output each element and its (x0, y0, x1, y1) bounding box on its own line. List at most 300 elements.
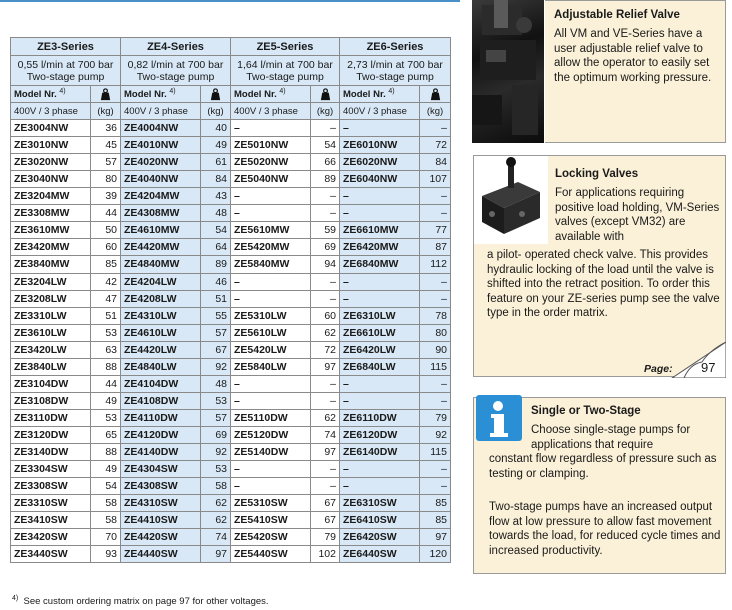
model-number-cell: ZE4140DW (121, 443, 201, 460)
weight-cell: 53 (201, 461, 231, 478)
table-row (11, 137, 451, 154)
model-number-cell: ZE4840MW (121, 256, 201, 273)
model-number-cell: ZE4204LW (121, 273, 201, 290)
single-stage-text-continued: constant flow regardless of pressure such as testing or clamping. (489, 453, 717, 480)
model-column-header (231, 86, 311, 103)
model-column-header (340, 86, 420, 103)
single-stage-text: Choose single-stage pumps for applications that require (531, 424, 691, 451)
model-number-cell: ZE6410SW (340, 512, 420, 529)
model-number-cell: ZE4308SW (121, 478, 201, 495)
weight-cell: – (420, 205, 451, 222)
weight-cell: 43 (201, 188, 231, 205)
weight-cell: – (311, 205, 340, 222)
weight-cell: 62 (311, 324, 340, 341)
model-number-cell: ZE6040NW (340, 171, 420, 188)
model-number-cell: ZE3310LW (11, 307, 91, 324)
table-row (11, 495, 451, 512)
weight-cell: 85 (420, 512, 451, 529)
flow-rate: 0,82 l/min at 700 bar (127, 58, 224, 71)
weight-cell: – (311, 188, 340, 205)
model-number-cell: – (340, 188, 420, 205)
pump-type: Two-stage pump (136, 70, 215, 83)
weight-cell: – (420, 478, 451, 495)
weight-cell: 97 (420, 529, 451, 546)
locking-valve-image (474, 156, 548, 244)
model-number-cell: – (340, 392, 420, 409)
weight-cell: – (420, 273, 451, 290)
weight-cell: 57 (201, 324, 231, 341)
table-row (11, 273, 451, 290)
weight-cell: 55 (201, 307, 231, 324)
relief-valve-image (472, 0, 544, 143)
table-row (11, 443, 451, 460)
locking-valves-text: For applications requiring positive load holding, VM-Series valves (except VM32) are available with (555, 187, 720, 243)
weight-cell: – (311, 375, 340, 392)
weight-cell: 51 (91, 307, 121, 324)
series-header-row (11, 38, 451, 56)
weight-cell: 58 (91, 495, 121, 512)
weight-cell: 66 (311, 154, 340, 171)
model-number-cell: ZE3110DW (11, 409, 91, 426)
weight-cell: 93 (91, 546, 121, 563)
weight-cell: 84 (201, 171, 231, 188)
model-number-cell: ZE4310SW (121, 495, 201, 512)
model-number-cell: – (231, 478, 311, 495)
model-number-cell: – (231, 461, 311, 478)
model-number-cell: ZE3420SW (11, 529, 91, 546)
page-reference-label: Page: (644, 363, 673, 375)
weight-cell: – (420, 375, 451, 392)
table-row (11, 529, 451, 546)
weight-cell: 60 (91, 239, 121, 256)
model-number-cell: ZE4010NW (121, 137, 201, 154)
locking-valve-photo (474, 156, 548, 244)
model-number-cell: ZE5310SW (231, 495, 311, 512)
weight-cell: 49 (201, 137, 231, 154)
weight-cell: 64 (201, 239, 231, 256)
model-number-cell: ZE5420LW (231, 341, 311, 358)
model-header-label: Model Nr. (14, 89, 57, 101)
model-number-cell: ZE6420SW (340, 529, 420, 546)
weight-cell: 102 (311, 546, 340, 563)
model-header-label: Model Nr. (234, 89, 277, 101)
weight-cell: 67 (201, 341, 231, 358)
model-number-cell: ZE6310LW (340, 307, 420, 324)
weight-cell: 84 (420, 154, 451, 171)
model-number-cell: ZE3204MW (11, 188, 91, 205)
weight-cell: 88 (91, 443, 121, 460)
model-number-cell: ZE4204MW (121, 188, 201, 205)
weight-cell: 67 (311, 495, 340, 512)
weight-cell: 40 (201, 120, 231, 137)
top-rule (0, 0, 460, 2)
series-description (121, 56, 231, 86)
weight-cell: 107 (420, 171, 451, 188)
model-number-cell: ZE5420SW (231, 529, 311, 546)
weight-cell: 97 (201, 546, 231, 563)
page-reference-link[interactable]: 97 (701, 360, 716, 375)
weight-cell: 62 (201, 512, 231, 529)
model-number-cell: ZE3840LW (11, 358, 91, 375)
model-number-cell: – (340, 273, 420, 290)
model-number-cell: ZE3140DW (11, 443, 91, 460)
model-number-cell: ZE4610MW (121, 222, 201, 239)
weight-cell: 79 (311, 529, 340, 546)
flow-rate: 2,73 l/min at 700 bar (347, 58, 443, 71)
model-number-cell: ZE3004NW (11, 120, 91, 137)
weight-cell: 42 (91, 273, 121, 290)
model-number-cell: ZE5110DW (231, 409, 311, 426)
model-number-cell: – (231, 392, 311, 409)
locking-valves-text-continued: a pilot- operated check valve. This provides hydraulic locking of the load until the valve is shifted into the retract position. To order this feature on your ZE-series pump see the valve type in the order matrix. (487, 249, 720, 319)
weight-cell: 46 (201, 273, 231, 290)
series-description-row (11, 56, 451, 86)
table-row (11, 205, 451, 222)
model-number-cell: ZE3610MW (11, 222, 91, 239)
model-number-cell: ZE3610LW (11, 324, 91, 341)
weight-cell: 57 (201, 409, 231, 426)
model-column-header (121, 86, 201, 103)
model-number-cell: ZE5310LW (231, 307, 311, 324)
weight-cell: 97 (311, 443, 340, 460)
weight-cell: 48 (201, 375, 231, 392)
two-stage-text: Two-stage pumps have an increased output flow at low pressure to allow fast movement towards the load, for reduced cycle times and increased productivity. (489, 501, 721, 557)
model-number-cell: ZE4420SW (121, 529, 201, 546)
relief-valve-box (545, 0, 726, 143)
table-row (11, 375, 451, 392)
model-number-cell: ZE3440SW (11, 546, 91, 563)
weight-cell: – (311, 392, 340, 409)
model-number-cell: – (231, 120, 311, 137)
voltage-header-row (11, 103, 451, 120)
pump-type: Two-stage pump (26, 70, 105, 83)
voltage-header: 400V / 3 phase (121, 103, 201, 120)
weight-column-header (91, 86, 121, 103)
model-number-cell: ZE4420LW (121, 341, 201, 358)
weight-cell: 54 (91, 478, 121, 495)
weight-column-header (420, 86, 451, 103)
kg-unit-header: (kg) (201, 103, 231, 120)
weight-cell: 77 (420, 222, 451, 239)
weight-cell: – (420, 188, 451, 205)
order-table (10, 37, 451, 563)
table-row (11, 461, 451, 478)
weight-cell: 65 (91, 426, 121, 443)
table-row (11, 512, 451, 529)
table-body (11, 120, 451, 563)
model-number-cell: ZE5840LW (231, 358, 311, 375)
table-row (11, 154, 451, 171)
model-number-cell: ZE4108DW (121, 392, 201, 409)
model-number-cell: – (340, 461, 420, 478)
weight-cell: 69 (311, 239, 340, 256)
weight-cell: – (420, 461, 451, 478)
model-number-cell: ZE4120DW (121, 426, 201, 443)
single-two-stage-title: Single or Two-Stage (531, 405, 641, 417)
weight-cell: 39 (91, 188, 121, 205)
weight-cell: – (311, 120, 340, 137)
model-number-cell: ZE4208LW (121, 290, 201, 307)
table-row (11, 478, 451, 495)
weight-cell: – (420, 120, 451, 137)
weight-cell: 53 (91, 409, 121, 426)
weight-cell: 79 (420, 409, 451, 426)
weight-cell: 74 (201, 529, 231, 546)
footnote (12, 595, 269, 607)
weight-column-header (311, 86, 340, 103)
weight-cell: 72 (311, 341, 340, 358)
model-number-cell: ZE3104DW (11, 375, 91, 392)
weight-cell: 70 (91, 529, 121, 546)
weight-icon (429, 88, 442, 101)
weight-cell: 85 (91, 256, 121, 273)
model-number-cell: ZE5010NW (231, 137, 311, 154)
weight-cell: 61 (201, 154, 231, 171)
model-number-cell: ZE5410SW (231, 512, 311, 529)
series-title: ZE5-Series (231, 38, 340, 56)
model-number-cell: – (340, 205, 420, 222)
weight-cell: 57 (91, 154, 121, 171)
model-number-cell: ZE3204LW (11, 273, 91, 290)
table-row (11, 239, 451, 256)
model-number-cell: ZE4110DW (121, 409, 201, 426)
table-row (11, 324, 451, 341)
model-number-cell: ZE6840LW (340, 358, 420, 375)
model-number-cell: ZE6120DW (340, 426, 420, 443)
model-number-cell: ZE5040NW (231, 171, 311, 188)
weight-cell: 69 (201, 426, 231, 443)
model-number-cell: ZE3208LW (11, 290, 91, 307)
model-number-cell: ZE6110DW (340, 409, 420, 426)
model-number-cell: ZE3310SW (11, 495, 91, 512)
model-column-header (11, 86, 91, 103)
relief-valve-photo (472, 0, 544, 143)
weight-cell: 48 (201, 205, 231, 222)
info-icon (474, 393, 524, 443)
model-number-cell: – (231, 205, 311, 222)
table-row (11, 188, 451, 205)
model-number-cell: ZE4104DW (121, 375, 201, 392)
locking-valves-box (473, 155, 726, 377)
weight-cell: – (311, 273, 340, 290)
model-number-cell: ZE3010NW (11, 137, 91, 154)
series-title: ZE4-Series (121, 38, 231, 56)
voltage-header: 400V / 3 phase (340, 103, 420, 120)
model-number-cell: ZE6440SW (340, 546, 420, 563)
pump-type: Two-stage pump (356, 70, 434, 83)
model-number-cell: ZE5440SW (231, 546, 311, 563)
weight-cell: 85 (420, 495, 451, 512)
weight-cell: 45 (91, 137, 121, 154)
weight-cell: 50 (91, 222, 121, 239)
model-number-cell: ZE6610LW (340, 324, 420, 341)
model-number-cell: ZE6420MW (340, 239, 420, 256)
series-description (340, 56, 451, 86)
model-number-cell: ZE3308SW (11, 478, 91, 495)
model-number-cell: ZE4004NW (121, 120, 201, 137)
weight-cell: 89 (201, 256, 231, 273)
weight-icon (209, 88, 222, 101)
model-number-cell: ZE3120DW (11, 426, 91, 443)
model-number-cell: – (231, 290, 311, 307)
weight-cell: 120 (420, 546, 451, 563)
weight-cell: 74 (311, 426, 340, 443)
weight-cell: 49 (91, 392, 121, 409)
weight-cell: 51 (201, 290, 231, 307)
weight-cell: 47 (91, 290, 121, 307)
weight-cell: – (420, 290, 451, 307)
model-number-cell: ZE3420MW (11, 239, 91, 256)
model-number-cell: ZE4440SW (121, 546, 201, 563)
weight-cell: 94 (311, 256, 340, 273)
weight-cell: 97 (311, 358, 340, 375)
weight-cell: 115 (420, 358, 451, 375)
model-number-cell: ZE5610MW (231, 222, 311, 239)
weight-cell: 78 (420, 307, 451, 324)
footnote-ref: 4) (388, 87, 395, 95)
model-number-cell: ZE6420LW (340, 341, 420, 358)
table-row (11, 546, 451, 563)
model-number-cell: ZE4304SW (121, 461, 201, 478)
model-number-cell: ZE4310LW (121, 307, 201, 324)
model-number-cell: ZE3304SW (11, 461, 91, 478)
weight-cell: 36 (91, 120, 121, 137)
table-row (11, 409, 451, 426)
table-row (11, 307, 451, 324)
weight-cell: 92 (420, 426, 451, 443)
table-row (11, 426, 451, 443)
model-number-cell: ZE4420MW (121, 239, 201, 256)
table-row (11, 358, 451, 375)
model-number-cell: ZE5840MW (231, 256, 311, 273)
weight-cell: 80 (91, 171, 121, 188)
kg-unit-header: (kg) (420, 103, 451, 120)
weight-cell: 49 (91, 461, 121, 478)
weight-cell: 89 (311, 171, 340, 188)
kg-unit-header: (kg) (311, 103, 340, 120)
model-number-cell: – (340, 478, 420, 495)
weight-cell: 88 (91, 358, 121, 375)
footnote-ref: 4) (169, 87, 176, 95)
weight-column-header (201, 86, 231, 103)
model-number-cell: ZE6010NW (340, 137, 420, 154)
model-number-cell: ZE3020NW (11, 154, 91, 171)
weight-cell: – (311, 478, 340, 495)
model-number-cell: – (231, 273, 311, 290)
model-number-cell: – (231, 188, 311, 205)
model-number-cell: ZE6610MW (340, 222, 420, 239)
table-row (11, 222, 451, 239)
model-number-cell: – (231, 375, 311, 392)
weight-cell: 87 (420, 239, 451, 256)
flow-rate: 1,64 l/min at 700 bar (237, 58, 333, 71)
model-number-cell: ZE5610LW (231, 324, 311, 341)
model-number-cell: ZE5120DW (231, 426, 311, 443)
model-number-cell: ZE6840MW (340, 256, 420, 273)
series-title: ZE6-Series (340, 38, 451, 56)
model-number-cell: ZE6020NW (340, 154, 420, 171)
weight-cell: 54 (311, 137, 340, 154)
series-description (231, 56, 340, 86)
footnote-ref: 4) (279, 87, 286, 95)
weight-cell: 62 (311, 409, 340, 426)
model-number-cell: ZE5420MW (231, 239, 311, 256)
table-row (11, 256, 451, 273)
model-number-cell: ZE4410SW (121, 512, 201, 529)
table-row (11, 290, 451, 307)
model-number-cell: ZE4040NW (121, 171, 201, 188)
weight-cell: 58 (201, 478, 231, 495)
model-number-cell: ZE3410SW (11, 512, 91, 529)
footnote-ref: 4) (59, 87, 66, 95)
voltage-header: 400V / 3 phase (11, 103, 91, 120)
kg-unit-header: (kg) (91, 103, 121, 120)
weight-cell: 90 (420, 341, 451, 358)
table-row (11, 171, 451, 188)
weight-cell: 92 (201, 358, 231, 375)
weight-cell: 53 (91, 324, 121, 341)
model-number-cell: ZE6310SW (340, 495, 420, 512)
weight-cell: 63 (91, 341, 121, 358)
model-number-cell: ZE3108DW (11, 392, 91, 409)
locking-valves-title: Locking Valves (555, 168, 639, 180)
weight-cell: – (311, 290, 340, 307)
model-header-label: Model Nr. (124, 89, 167, 101)
weight-cell: 44 (91, 375, 121, 392)
model-number-cell: ZE3040NW (11, 171, 91, 188)
weight-cell: – (420, 392, 451, 409)
flow-rate: 0,55 l/min at 700 bar (17, 58, 114, 71)
table-row (11, 120, 451, 137)
model-number-cell: – (340, 120, 420, 137)
model-number-cell: ZE3840MW (11, 256, 91, 273)
weight-cell: 54 (201, 222, 231, 239)
relief-valve-title: Adjustable Relief Valve (554, 9, 680, 21)
pump-type: Two-stage pump (246, 70, 324, 83)
weight-cell: 60 (311, 307, 340, 324)
relief-valve-text: All VM and VE-Series have a user adjustable relief valve to allow the operator to easily set the optimum working pressure. (554, 28, 712, 84)
model-number-cell: ZE3420LW (11, 341, 91, 358)
weight-cell: 115 (420, 443, 451, 460)
weight-cell: 58 (91, 512, 121, 529)
voltage-header: 400V / 3 phase (231, 103, 311, 120)
series-title: ZE3-Series (11, 38, 121, 56)
footnote-mark: 4) (12, 595, 19, 602)
model-number-cell: – (340, 375, 420, 392)
weight-cell: 67 (311, 512, 340, 529)
model-number-cell: ZE6140DW (340, 443, 420, 460)
weight-cell: 59 (311, 222, 340, 239)
weight-icon (319, 88, 332, 101)
model-number-cell: ZE5020NW (231, 154, 311, 171)
single-two-stage-box (473, 397, 726, 574)
weight-cell: 44 (91, 205, 121, 222)
model-number-cell: ZE4610LW (121, 324, 201, 341)
model-number-cell: ZE3308MW (11, 205, 91, 222)
series-description (11, 56, 121, 86)
weight-cell: 62 (201, 495, 231, 512)
model-number-cell: – (340, 290, 420, 307)
model-number-cell: ZE4308MW (121, 205, 201, 222)
footnote-text: See custom ordering matrix on page 97 for other voltages. (23, 596, 269, 608)
weight-cell: 80 (420, 324, 451, 341)
weight-cell: 53 (201, 392, 231, 409)
model-number-cell: ZE4020NW (121, 154, 201, 171)
table-row (11, 392, 451, 409)
weight-cell: 72 (420, 137, 451, 154)
weight-cell: 112 (420, 256, 451, 273)
weight-icon (99, 88, 112, 101)
